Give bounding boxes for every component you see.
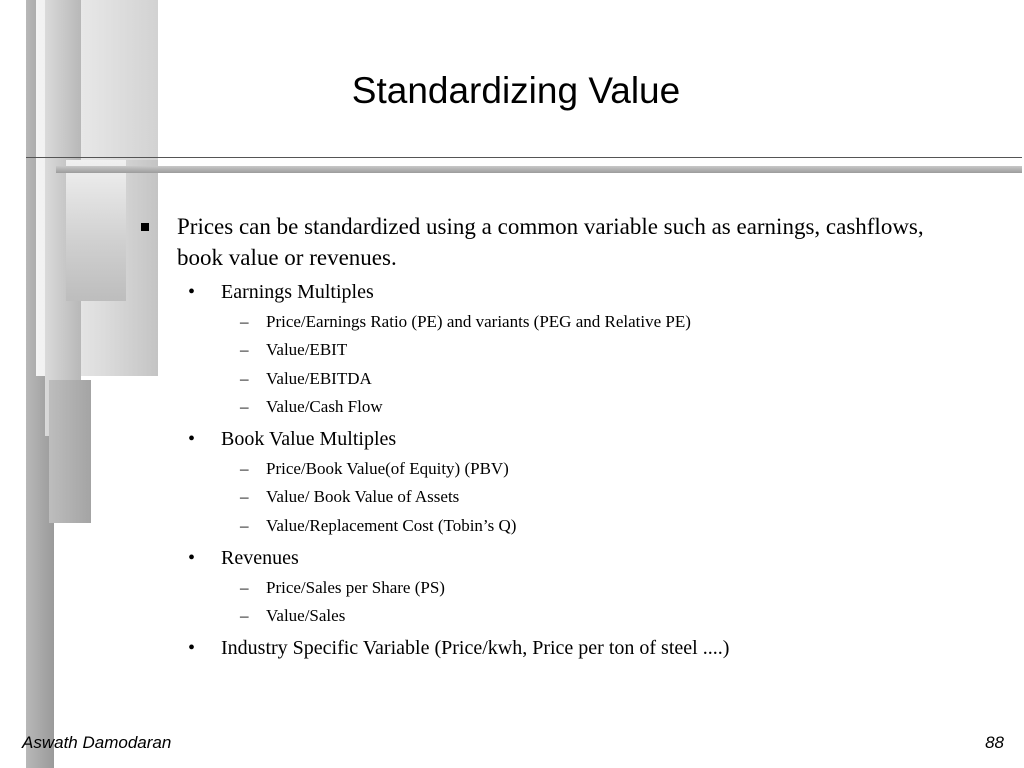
square-bullet-icon [141,223,149,231]
dash-icon: – [240,487,249,506]
dash-icon: – [240,397,249,416]
list-item: Value/EBITDA [266,369,372,388]
bullet-icon: • [188,547,196,569]
bullet-icon: • [188,637,196,659]
list-item: Value/EBIT [266,340,348,359]
list-item: Price/Earnings Ratio (PE) and variants (PEG and Relative PE) [266,312,691,331]
dash-icon: – [240,369,249,388]
group-label: Industry Specific Variable (Price/kwh, Price per ton of steel ....) [221,637,730,659]
bullet-icon: • [188,281,196,303]
dash-icon: – [240,578,249,597]
dash-icon: – [240,606,249,625]
group-label: Revenues [221,547,299,569]
list-item: Price/Sales per Share (PS) [266,578,445,597]
main-point: Prices can be standardized using a common variable such as earnings, cashflows, book value or revenues. [177,214,924,270]
group-label: Book Value Multiples [221,428,397,450]
list-item: Value/Replacement Cost (Tobin’s Q) [266,516,517,535]
title-divider-thin [26,157,1022,158]
decorative-bar [66,160,126,301]
group-label: Earnings Multiples [221,281,374,303]
dash-icon: – [240,312,249,331]
bullet-icon: • [188,428,196,450]
page-number: 88 [985,733,1004,752]
dash-icon: – [240,459,249,478]
slide-title: Standardizing Value [351,70,681,111]
list-item: Value/Sales [266,606,346,625]
footer-author: Aswath Damodaran [22,733,172,752]
list-item: Price/Book Value(of Equity) (PBV) [266,459,509,478]
decorative-bar [49,380,91,523]
dash-icon: – [240,516,249,535]
list-item: Value/ Book Value of Assets [266,487,460,506]
title-divider-thick [56,166,1022,173]
dash-icon: – [240,340,249,359]
list-item: Value/Cash Flow [266,397,383,416]
